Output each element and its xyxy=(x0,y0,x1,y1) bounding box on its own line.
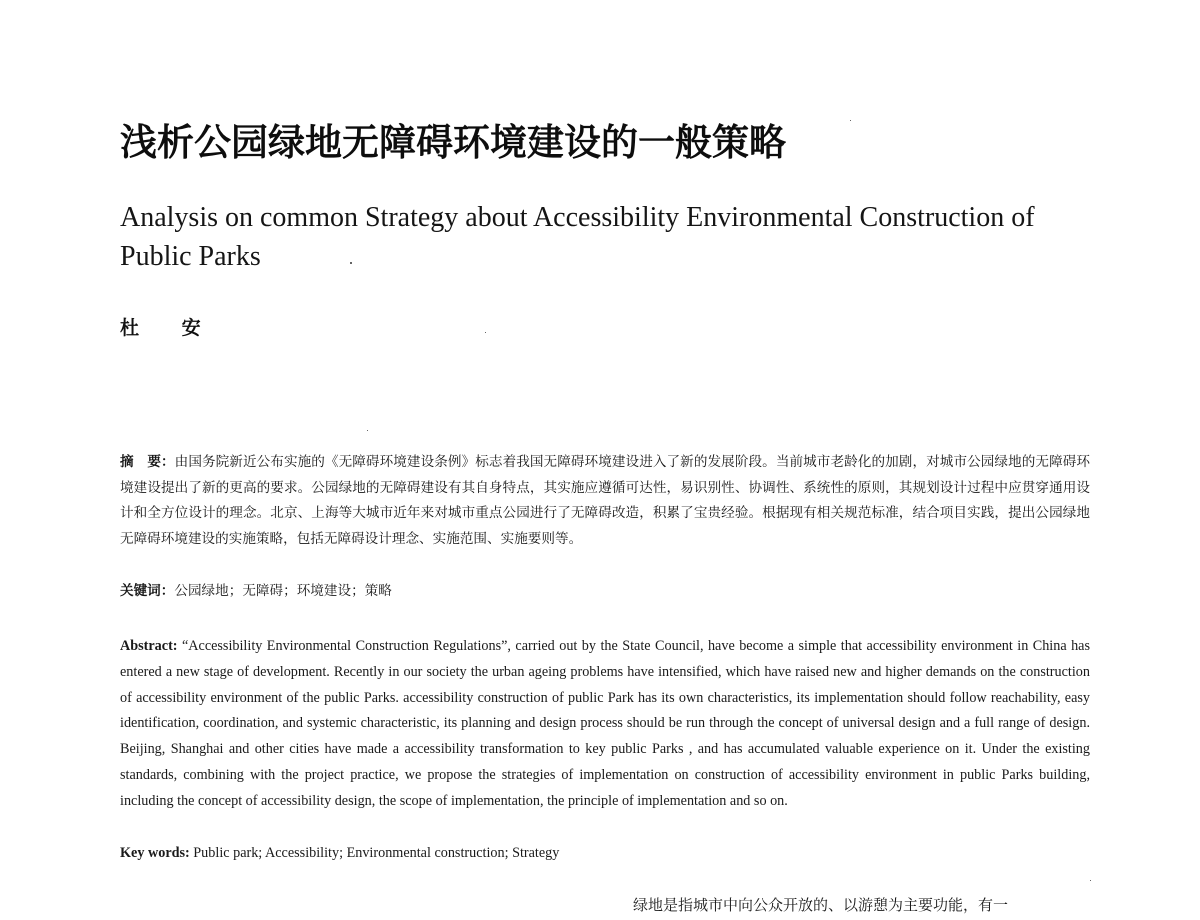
chinese-keywords xyxy=(120,579,1090,604)
chinese-abstract-label: 摘 要： xyxy=(120,454,175,470)
english-title: Analysis on common Strategy about Accessibility Environmental Construction of Public Parks xyxy=(120,202,1035,272)
scan-speck xyxy=(1090,880,1091,881)
chinese-abstract-text: 由国务院新近公布实施的《无障碍环境建设条例》标志着我国无障碍环境建设进入了新的发展阶段。当前城市老龄化的加剧，对城市公园绿地的无障碍环境建设提出了新的更高的要求。公园绿地的无障碍建设有其自身特点，其实施应遵循可达性，易识别性、协调性、系统性的原则，其规划设计过程中应贯穿通用设计和全方位设计的理念。北京、上海等大城市近年来对城市重点公园进行了无障碍改造，积累了宝贵经验。根据现有相关规范标准，结合项目实践，提出公园绿地无障碍环境建设的实施策略，包括无障碍设计理念、实施范围、实施要则等。 xyxy=(120,454,1090,547)
english-keywords-label: Key words: xyxy=(120,845,190,861)
english-keywords-text: Public park; Accessibility; Environmental construction; Strategy xyxy=(189,845,560,861)
scan-speck xyxy=(850,120,851,121)
chinese-title: 浅析公园绿地无障碍环境建设的一般策略 xyxy=(120,120,786,164)
chinese-keywords-label: 关键词： xyxy=(120,583,175,599)
english-abstract-label: Abstract: xyxy=(120,638,178,654)
chinese-abstract xyxy=(120,450,1090,552)
english-abstract xyxy=(120,634,1090,815)
scan-speck xyxy=(485,332,486,333)
chinese-keywords-text: 公园绿地；无障碍；环境建设；策略 xyxy=(174,583,392,599)
english-abstract-text: “Accessibility Environmental Construction Regulations”, carried out by the State Council, have become a simple that accessibility environment in China has entered a new stage of development. Recently in our society the urban ageing problems have intensified, which have raised new and higher demands on the construction of accessibility environment of the public Parks. accessibility construction of public Park has its own characteristics, its implementation should follow reachability, easy identification, coordination, and systemic characteristic, its planning and design process should be run through the concept of universal design and a full range of design. Beijing, Shanghai and other cities have made a accessibility transformation to key public Parks , and has accumulated valuable experience on it. Under the existing standards, combining with the project practice, we propose the strategies of implementation on construction of accessibility environment in public Parks building, including the concept of accessibility design, the scope of implementation, the principle of implementation and so on. xyxy=(120,638,1090,809)
english-keywords xyxy=(120,841,1090,866)
scan-speck xyxy=(367,430,368,431)
author-name: 杜 安 xyxy=(120,317,219,339)
scan-speck xyxy=(350,262,352,264)
body-text-first-line: 绿地是指城市中向公众开放的、以游憩为主要功能，有一 xyxy=(633,896,1009,914)
